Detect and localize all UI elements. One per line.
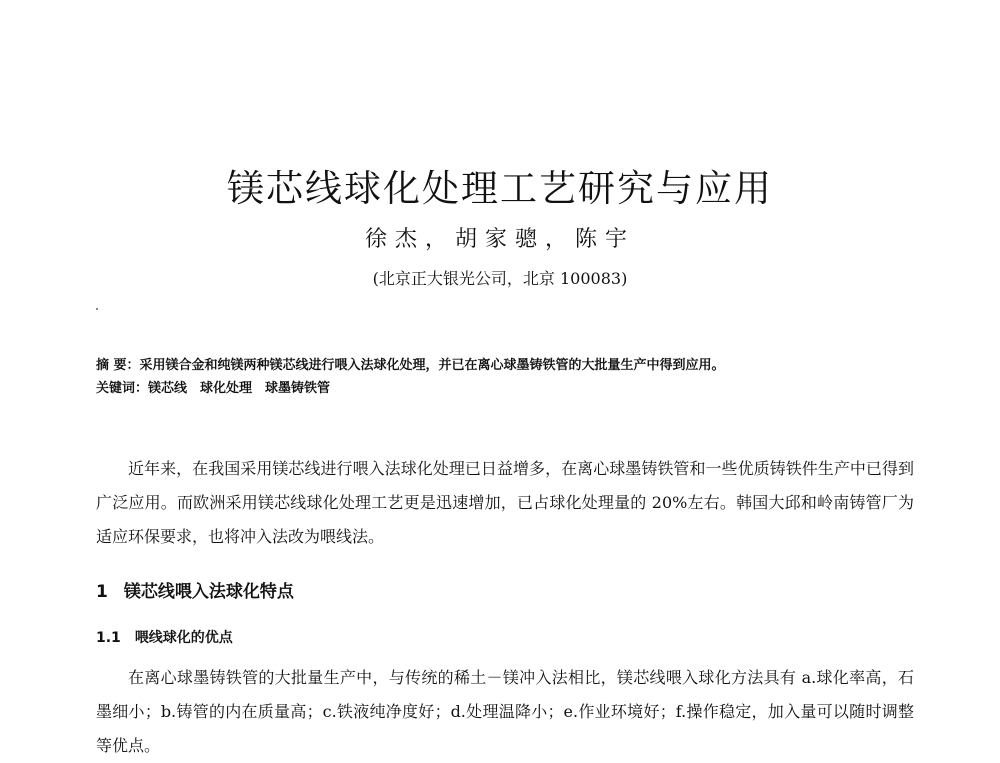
section-heading (96, 577, 294, 602)
keywords-label: 关键词： (96, 381, 149, 396)
section-title: 镁芯线喂入法球化特点 (123, 582, 294, 602)
subsection-body (96, 661, 914, 763)
paper-affiliation: (北京正大银光公司，北京 100083) (372, 269, 628, 288)
subsection-heading (96, 627, 233, 647)
subsection-title: 喂线球化的优点 (134, 630, 233, 646)
abstract-row (96, 354, 916, 377)
scan-speck (96, 308, 98, 310)
paper-title: 镁芯线球化处理工艺研究与应用 (227, 167, 773, 210)
section-number: 1 (96, 582, 108, 602)
intro-section (96, 452, 914, 554)
abstract-text: 采用镁合金和纯镁两种镁芯线进行喂入法球化处理，并已在离心球墨铸铁管的大批量生产中得到应用。 (139, 358, 725, 373)
subsection-paragraph: 在离心球墨铸铁管的大批量生产中，与传统的稀土－镁冲入法相比，镁芯线喂入球化方法具有 a.球化率高，石墨细小；b.铸管的内在质量高；c.铁液纯净度好；d.处理温降小；e.作业环境好；f.操作稳定，加入量可以随时调整等优点。 (96, 668, 914, 755)
intro-paragraph: 近年来，在我国采用镁芯线进行喂入法球化处理已日益增多，在离心球墨铸铁管和一些优质铸铁件生产中已得到广泛应用。而欧洲采用镁芯线球化处理工艺更是迅速增加，已占球化处理量的 20%左右。韩国大邱和岭南铸管厂为适应环保要求，也将冲入法改为喂线法。 (96, 459, 914, 546)
keywords-row (96, 377, 916, 400)
keywords-text: 镁芯线 球化处理 球墨铸铁管 (148, 381, 331, 396)
abstract-block (96, 354, 916, 400)
abstract-label: 摘 要： (96, 358, 140, 373)
paper-authors: 徐杰，胡家骢，陈宇 (364, 227, 635, 252)
subsection-number: 1.1 (96, 630, 121, 646)
